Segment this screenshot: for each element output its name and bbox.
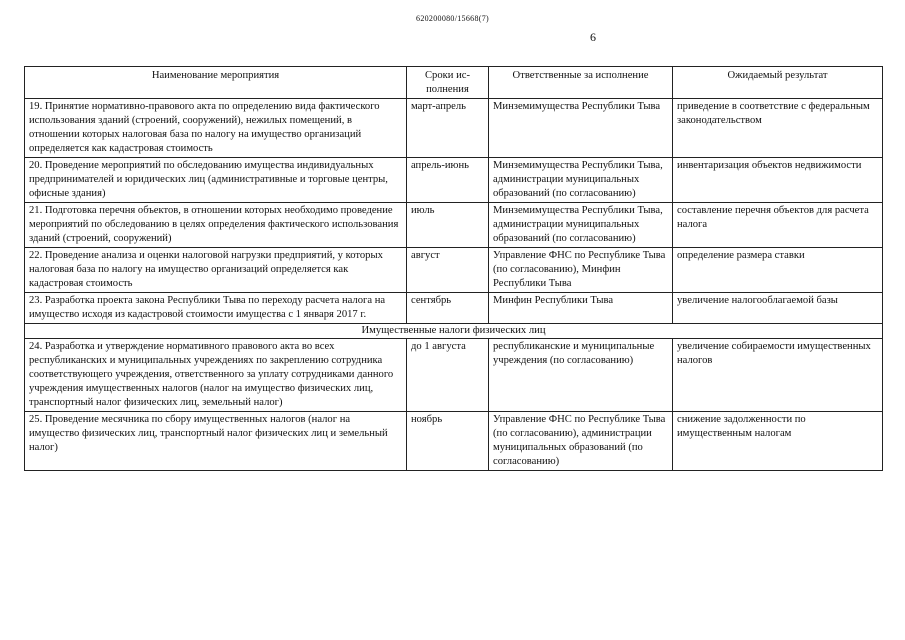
responsible-cell: Управление ФНС по Республике Тыва (по согласованию), Минфин Республики Тыва [489,248,673,293]
result-cell: увеличение собираемости имущественных налогов [673,339,883,412]
section-title: Имущественные налоги физических лиц [25,324,883,339]
table-row [25,99,883,158]
table-row [25,339,883,412]
table-header-row [25,67,883,99]
action-cell: 25. Проведение месячника по сбору имущественных налогов (налог на имущество физических лиц, транспортный налог физических лиц и земельный налог) [25,412,407,471]
result-cell: инвентаризация объектов недвижимости [673,158,883,203]
deadline-cell: до 1 августа [407,339,489,412]
result-cell: определение размера ставки [673,248,883,293]
column-header-action: Наименование мероприятия [25,67,407,99]
deadline-cell: август [407,248,489,293]
deadline-cell: март-апрель [407,99,489,158]
result-cell: снижение задолженности по имущественным налогам [673,412,883,471]
table-row [25,158,883,203]
responsible-cell: Минземимущества Республики Тыва, администрации муниципальных образований (по согласованию) [489,158,673,203]
responsible-cell: республиканские и муниципальные учреждения (по согласованию) [489,339,673,412]
table-row [25,293,883,324]
result-cell: составление перечня объектов для расчета налога [673,203,883,248]
deadline-cell: апрель-июнь [407,158,489,203]
action-cell: 24. Разработка и утверждение нормативного правового акта во всех республиканских и муниципальных учреждениях по закреплению сотрудника соответствующего учреждения, ответственного за уплату сотрудниками данного учреждения имущественных налогов (налог на имущество физических лиц, транспортный налог физических лиц, земельный налог) [25,339,407,412]
section-heading-row [25,324,883,339]
table-row [25,412,883,471]
page-number: 6 [590,30,596,44]
measures-table [24,66,883,471]
result-cell: увеличение налогооблагаемой базы [673,293,883,324]
deadline-cell: ноябрь [407,412,489,471]
table-row [25,248,883,293]
deadline-cell: июль [407,203,489,248]
column-header-responsible: Ответственные за исполнение [489,67,673,99]
action-cell: 19. Принятие нормативно-правового акта по определению вида фактического использования зданий (строений, сооружений), нежилых помещений, в отношении которых налоговая база по налогу на имущество организаций определяется как кадастровая стоимость [25,99,407,158]
action-cell: 20. Проведение мероприятий по обследованию имущества индивидуальных предпринимателей и юридических лиц (административные и торговые центры, офисные здания) [25,158,407,203]
responsible-cell: Управление ФНС по Республике Тыва (по согласованию), администрации муниципальных образований (по согласованию) [489,412,673,471]
result-cell: приведение в соответствие с федеральным законодательством [673,99,883,158]
responsible-cell: Минземимущества Республики Тыва [489,99,673,158]
table-row [25,203,883,248]
document-id: 620200080/15668(7) [416,14,489,23]
action-cell: 23. Разработка проекта закона Республики Тыва по переходу расчета налога на имущество исходя из кадастровой стоимости имущества с 1 января 2017 г. [25,293,407,324]
action-cell: 21. Подготовка перечня объектов, в отношении которых необходимо проведение мероприятий по обследованию в целях определения фактического использования зданий (строений, сооружений) [25,203,407,248]
deadline-cell: сентябрь [407,293,489,324]
responsible-cell: Минфин Республики Тыва [489,293,673,324]
column-header-deadline: Сроки ис- полнения [407,67,489,99]
responsible-cell: Минземимущества Республики Тыва, администрации муниципальных образований (по согласованию) [489,203,673,248]
action-cell: 22. Проведение анализа и оценки налоговой нагрузки предприятий, у которых налоговая база по налогу на имущество организаций определяется как кадастровая стоимость [25,248,407,293]
column-header-result: Ожидаемый результат [673,67,883,99]
